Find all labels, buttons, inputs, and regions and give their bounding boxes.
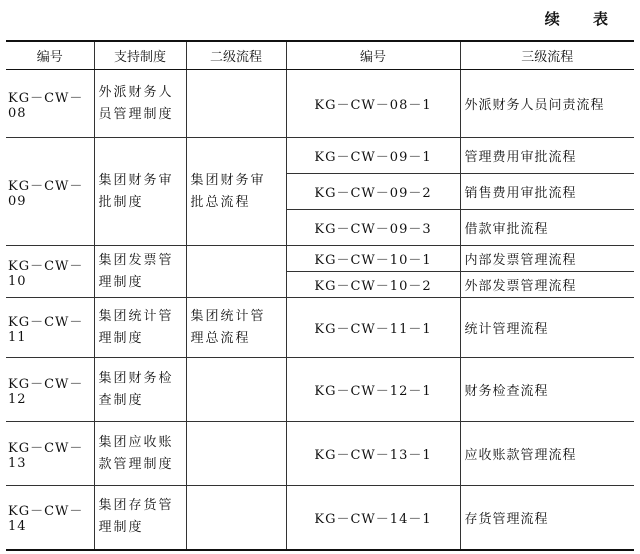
- row-level3: 借款审批流程: [460, 210, 634, 246]
- row-subcode: KG－CW－11－1: [286, 298, 460, 358]
- row-subcode: KG－CW－10－1: [286, 246, 460, 272]
- table-header-row: [6, 41, 634, 70]
- row-system: [94, 486, 186, 550]
- row-system-text: 外派财务人员管理制度: [98, 84, 174, 122]
- row-level3: 外派财务人员问责流程: [460, 70, 634, 138]
- row-system: [94, 298, 186, 358]
- row-subcode: KG－CW－09－3: [286, 210, 460, 246]
- row-subcode: KG－CW－13－1: [286, 422, 460, 486]
- row-level2: [186, 422, 286, 486]
- row-system-text: 集团发票管理制度: [98, 252, 174, 290]
- row-level2: [186, 70, 286, 138]
- row-level2: [186, 298, 286, 358]
- row-code: KG－CW－13: [6, 422, 94, 486]
- row-code: KG－CW－11: [6, 298, 94, 358]
- header-level2: 二级流程: [186, 41, 286, 70]
- row-system: [94, 70, 186, 138]
- row-level3: 存货管理流程: [460, 486, 634, 550]
- row-level3: 销售费用审批流程: [460, 174, 634, 210]
- row-system: [94, 138, 186, 246]
- table-row: [6, 70, 634, 138]
- header-subcode: 编号: [286, 41, 460, 70]
- row-code: KG－CW－08: [6, 70, 94, 138]
- process-table: [6, 40, 634, 551]
- row-level2: [186, 246, 286, 298]
- table-row: [6, 486, 634, 550]
- row-code: KG－CW－14: [6, 486, 94, 550]
- row-subcode: KG－CW－09－2: [286, 174, 460, 210]
- table-row: [6, 246, 634, 272]
- row-subcode: KG－CW－08－1: [286, 70, 460, 138]
- row-system: [94, 422, 186, 486]
- row-level3: 应收账款管理流程: [460, 422, 634, 486]
- row-level3: 管理费用审批流程: [460, 138, 634, 174]
- table-row: [6, 298, 634, 358]
- row-code: KG－CW－09: [6, 138, 94, 246]
- row-code: KG－CW－10: [6, 246, 94, 298]
- row-level2: [186, 486, 286, 550]
- row-subcode: KG－CW－10－2: [286, 272, 460, 298]
- table-row: [6, 138, 634, 174]
- header-level3: 三级流程: [460, 41, 634, 70]
- row-system-text: 集团统计管理制度: [98, 308, 174, 346]
- row-level2-text: 集团财务审批总流程: [190, 172, 266, 210]
- row-level3: 内部发票管理流程: [460, 246, 634, 272]
- row-subcode: KG－CW－12－1: [286, 358, 460, 422]
- table-body: [6, 70, 634, 550]
- row-level2: [186, 138, 286, 246]
- header-system: 支持制度: [94, 41, 186, 70]
- row-system: [94, 246, 186, 298]
- table-row: [6, 422, 634, 486]
- row-level3: 统计管理流程: [460, 298, 634, 358]
- row-level3: 财务检查流程: [460, 358, 634, 422]
- header-code: 编号: [6, 41, 94, 70]
- table-row: [6, 358, 634, 422]
- row-subcode: KG－CW－14－1: [286, 486, 460, 550]
- row-level2: [186, 358, 286, 422]
- row-code: KG－CW－12: [6, 358, 94, 422]
- row-system-text: 集团存货管理制度: [98, 498, 174, 536]
- row-system-text: 集团应收账款管理制度: [98, 434, 174, 472]
- row-subcode: KG－CW－09－1: [286, 138, 460, 174]
- row-level2-text: 集团统计管理总流程: [190, 308, 266, 346]
- continued-label: 续 表: [544, 10, 622, 28]
- row-system-text: 集团财务检查制度: [98, 370, 174, 408]
- row-system-text: 集团财务审批制度: [98, 172, 174, 210]
- row-level3: 外部发票管理流程: [460, 272, 634, 298]
- row-system: [94, 358, 186, 422]
